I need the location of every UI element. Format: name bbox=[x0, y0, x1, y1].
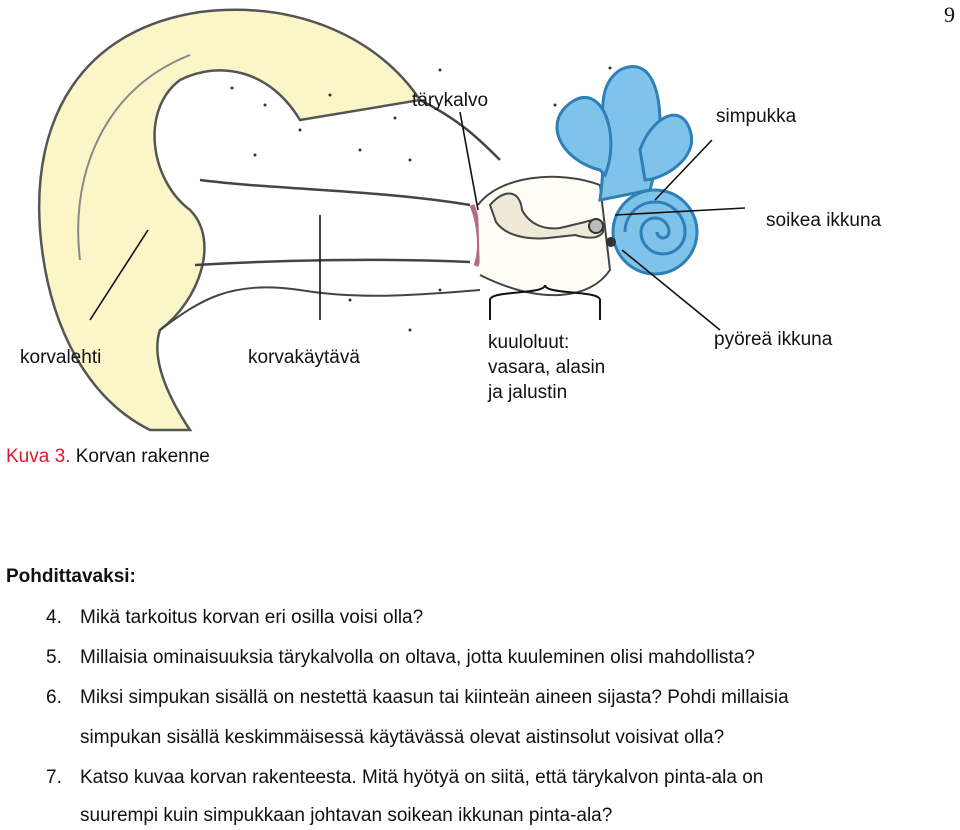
page-number: 9 bbox=[944, 2, 955, 27]
caption-text: Korvan rakenne bbox=[70, 446, 210, 467]
question-text: Mikä tarkoitus korvan eri osilla voisi olla? bbox=[80, 607, 424, 628]
label-tarykalvo: tärykalvo bbox=[412, 90, 489, 111]
question-text-line2: suurempi kuin simpukkaan johtavan soikean ikkunan pinta-ala? bbox=[80, 805, 613, 826]
label-soikea-ikkuna: soikea ikkuna bbox=[766, 210, 882, 231]
label-pyorea-ikkuna: pyöreä ikkuna bbox=[714, 329, 833, 350]
question-text: Millaisia ominaisuuksia tärykalvolla on oltava, jotta kuuleminen olisi mahdollista? bbox=[80, 647, 755, 668]
label-kuuloluut-line1: kuuloluut: bbox=[488, 332, 570, 353]
label-korvalehti: korvalehti bbox=[20, 347, 102, 368]
ear-canal-bottom bbox=[195, 260, 470, 265]
label-korvakaytava: korvakäytävä bbox=[248, 347, 360, 368]
label-simpukka: simpukka bbox=[716, 106, 797, 127]
question-number: 5. bbox=[46, 647, 62, 668]
question-text-line2: simpukan sisällä keskimmäisessä käytävässä olevat aistinsolut voisivat olla? bbox=[80, 727, 725, 748]
question-number: 7. bbox=[46, 767, 62, 788]
caption-figure-number: Kuva 3. bbox=[6, 446, 71, 467]
section-heading: Pohdittavaksi: bbox=[6, 566, 136, 587]
ear-canal-top bbox=[200, 180, 470, 205]
question-text: Katso kuvaa korvan rakenteesta. Mitä hyötyä on siitä, että tärykalvon pinta-ala on bbox=[80, 767, 764, 788]
figure-caption bbox=[6, 446, 210, 468]
label-kuuloluut-line2: vasara, alasin bbox=[488, 357, 606, 378]
label-kuuloluut-line3: ja jalustin bbox=[488, 382, 568, 403]
question-number: 6. bbox=[46, 687, 62, 708]
question-number: 4. bbox=[46, 607, 62, 628]
question-text: Miksi simpukan sisällä on nestettä kaasun tai kiinteän aineen sijasta? Pohdi millaisia bbox=[80, 687, 789, 708]
